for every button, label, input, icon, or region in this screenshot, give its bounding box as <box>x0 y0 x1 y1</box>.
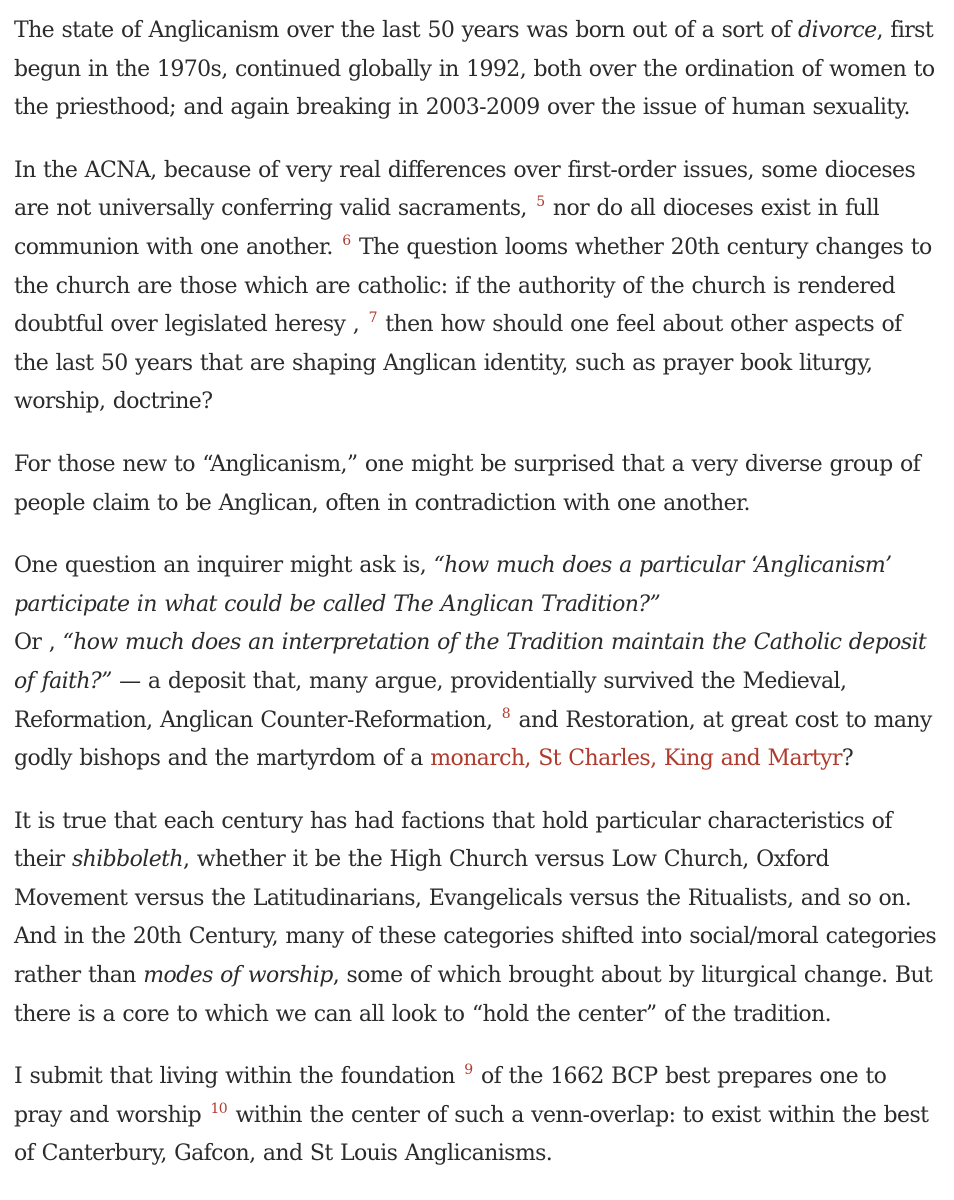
footnote-ref-8[interactable]: 8 <box>501 705 511 722</box>
paragraph-acna: In the ACNA, because of very real differences over first-order issues, some dioceses are not universally conferring valid sacraments, $^5$ nor do all dioceses exist in full communion with one another. $^6$ The question looms whether 20th century changes to the church are those which are catholic: if the authority of the church is rendered doubtful over legislated heresy , $^7$ then how should one feel about other aspects of the last 50 years that are shaping Anglican identity, such as prayer book liturgy, worship, doctrine? <box>14 157 932 415</box>
footnote-ref-6[interactable]: 6 <box>342 232 351 249</box>
footnote-ref-9[interactable]: 9 <box>464 1062 473 1079</box>
footnote-ref-10[interactable]: 10 <box>210 1100 228 1117</box>
paragraph-inquirer-question: One question an inquirer might ask is, “how much does a particular ‘Anglicanism’ participate in what could be called The Anglican Tradition?” <box>14 553 892 617</box>
paragraph-divorce: The state of Anglicanism over the last 50 years was born out of a sort of divorce, first begun in the 1970s, continued globally in 1992, both over the ordination of women to the priesthood; and again breaking in 2003-2009 over the issue of human sexuality. <box>14 18 935 121</box>
paragraph-1662-bcp: I submit that living within the foundation $^9$ of the 1662 BCP best prepares one to pray and worship $^{10}$ within the center of such a venn-overlap: to exist within the best of Canterbury, Gafcon, and St Louis Anglicanisms. <box>14 1062 929 1167</box>
paragraph-new-to-anglicanism: For those new to “Anglicanism,” one might be surprised that a very diverse group of people claim to be Anglican, often in contradiction with one another. <box>14 451 921 516</box>
paragraph-catholic-deposit: Or , “how much does an interpretation of the Tradition maintain the Catholic deposit of faith?” — a deposit that, many argue, providentially survived the Medieval, Reformation, Anglican Counter-Reformation, $^8$ and Restoration, at great cost to many godly bishops and the martyrdom of a monarch, St Charles, King and Martyr? <box>14 630 932 772</box>
footnote-ref-7[interactable]: 7 <box>368 310 377 327</box>
link-st-charles-king-and-martyr[interactable]: monarch, St Charles, King and Martyr <box>430 746 842 772</box>
paragraph-factions: It is true that each century has had factions that hold particular characteristics of their shibboleth, whether it be the High Church versus Low Church, Oxford Movement versus the Latitudinarians, Evangelicals versus the Ritualists, and so on. And in the 20th Century, many of these categories shifted into social/moral categories rather than modes of worship, some of which brought about by liturgical change. But there is a core to which we can all look to “hold the center” of the tradition. <box>14 808 937 1027</box>
footnote-ref-5[interactable]: 5 <box>536 194 545 211</box>
